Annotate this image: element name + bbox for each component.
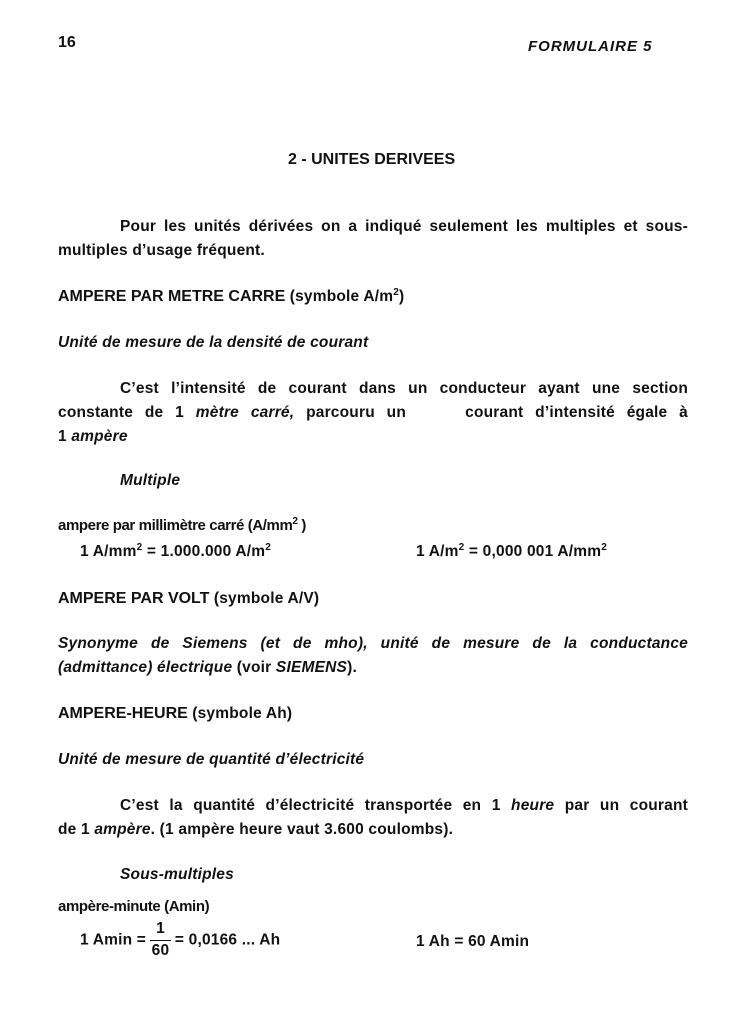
- superscript: 2: [265, 542, 271, 553]
- eq-text: 1 A/mm: [80, 543, 137, 560]
- fraction-numerator: 1: [150, 920, 171, 941]
- superscript: 2: [458, 542, 465, 553]
- text-run: (voir: [232, 659, 276, 676]
- synonym-line-2: [58, 659, 357, 677]
- italic-run: mètre carré,: [195, 404, 295, 421]
- text-run: . (1 ampère heure vaut 3.600 coulombs).: [150, 821, 454, 838]
- text-run: par un courant: [554, 797, 688, 814]
- superscript: 2: [292, 516, 298, 527]
- unit-name: ampère-minute (Amin): [58, 898, 210, 915]
- unit-text: ampere par millimètre carré (A/mm: [58, 517, 293, 534]
- entry-heading-ampere-par-volt: [58, 590, 319, 608]
- symbol-label: (symbole A/V): [213, 590, 320, 607]
- fraction: [150, 920, 171, 961]
- eq-text: = 0,000 001 A/mm: [464, 543, 602, 560]
- intro-line-2: multiples d’usage fréquent.: [58, 242, 265, 259]
- equation-right: 1 Ah = 60 Amin: [416, 933, 530, 950]
- group-label-sous-multiples: Sous-multiples: [120, 866, 234, 883]
- equation-right: [416, 543, 607, 561]
- text-run: 1: [58, 428, 72, 445]
- eq-text: 1 Amin =: [80, 931, 147, 949]
- entry-subtitle: Unité de mesure de quantité d’électricité: [58, 751, 365, 768]
- superscript: 2: [136, 542, 143, 553]
- desc-line-3: [58, 428, 128, 446]
- desc-line-1: C’est l’intensité de courant dans un conducteur ayant une section: [120, 380, 688, 397]
- entry-subtitle: Unité de mesure de la densité de courant: [58, 334, 369, 351]
- symbol-close: ): [398, 288, 405, 305]
- page-number: 16: [58, 34, 76, 51]
- equation-left: [80, 920, 280, 961]
- intro-line-1: Pour les unités dérivées on a indiqué seulement les multiples et sous-: [120, 218, 688, 235]
- italic-run: heure: [511, 797, 555, 814]
- entry-heading: AMPERE PAR METRE CARRE: [58, 288, 286, 305]
- italic-run: (admittance) électrique: [58, 659, 233, 676]
- desc-line-2: [58, 821, 453, 839]
- entry-heading: AMPERE PAR VOLT: [58, 590, 210, 607]
- text-run: parcouru un courant d’intensité égale à: [294, 404, 688, 421]
- italic-run: SIEMENS: [275, 659, 348, 676]
- entry-heading: AMPERE-HEURE: [58, 705, 188, 722]
- fraction-denominator: 60: [151, 942, 170, 959]
- symbol-label: [290, 288, 405, 305]
- text-run: constante de 1: [58, 404, 196, 421]
- desc-line-1: [58, 797, 688, 815]
- superscript: 2: [601, 542, 607, 553]
- unit-name: [58, 517, 306, 534]
- entry-heading-ampere-par-metre-carre: [58, 288, 404, 306]
- synonym-line-1: Synonyme de Siemens (et de mho), unité de mesure de la conductance: [58, 635, 688, 652]
- italic-run: ampère: [94, 821, 151, 838]
- eq-text: = 0,0166 ... Ah: [174, 931, 281, 949]
- entry-heading-ampere-heure: [58, 705, 292, 723]
- desc-line-2: [58, 404, 688, 422]
- italic-run: ampère: [71, 428, 128, 445]
- superscript: 2: [393, 287, 399, 298]
- group-label-multiple: Multiple: [120, 472, 181, 489]
- running-title: FORMULAIRE 5: [528, 38, 653, 55]
- eq-text: 1 A/m: [416, 543, 459, 560]
- unit-close: ): [297, 517, 306, 534]
- symbol-text: (symbole A/m: [289, 288, 394, 305]
- equation-left: [80, 543, 271, 561]
- section-title: 2 - UNITES DERIVEES: [288, 151, 456, 168]
- text-run: C’est la quantité d’électricité transportée en 1: [120, 797, 512, 814]
- text-run: de 1: [58, 821, 95, 838]
- eq-text: = 1.000.000 A/m: [142, 543, 266, 560]
- text-run: ).: [347, 659, 357, 676]
- symbol-label: (symbole Ah): [192, 705, 293, 722]
